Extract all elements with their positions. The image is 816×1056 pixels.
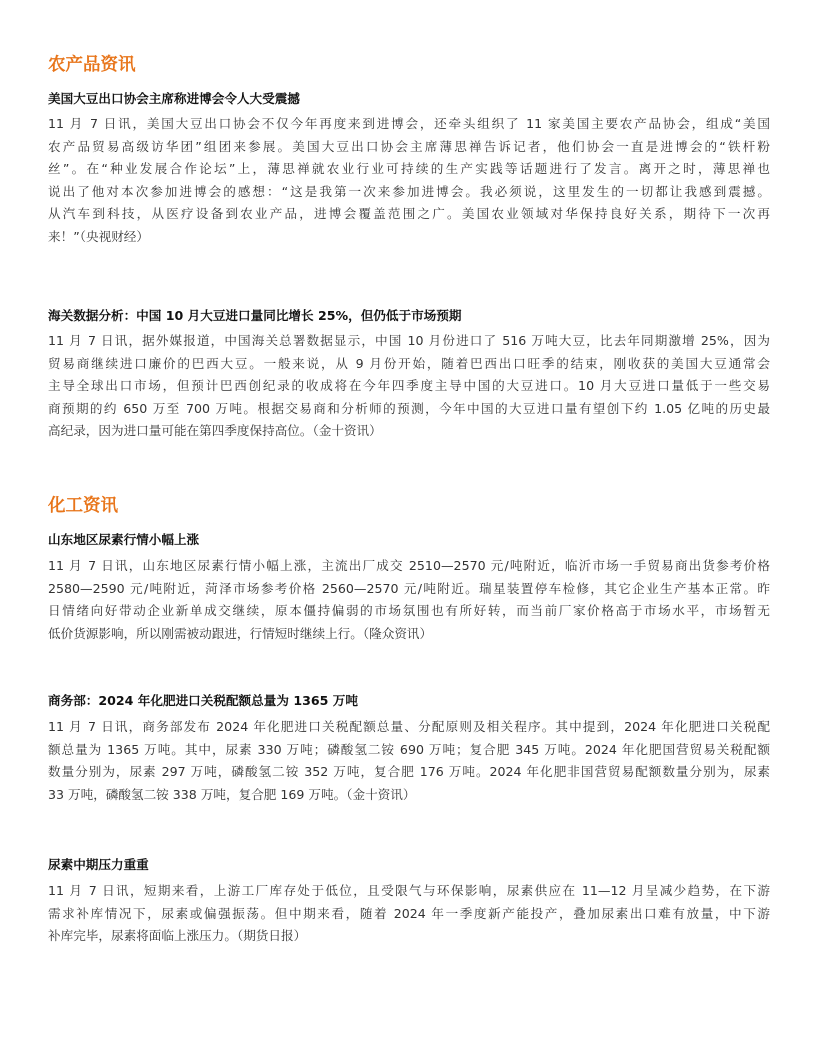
body-line: 11 月 7 日讯，短期来看，上游工厂库存处于低位，且受限气与环保影响，尿素供应在 11—12 月呈减少趋势，在下游 — [48, 883, 770, 898]
section-title-agri: 农产品资讯 — [48, 55, 136, 75]
body-line: 农产品贸易高级访华团”组团来参展。美国大豆出口协会主席薄思禅告诉记者，他们协会一直是进博会的“铁杆粉 — [48, 138, 770, 154]
article-body — [48, 555, 770, 645]
article-body — [48, 716, 770, 806]
body-line: 11 月 7 日讯，据外媒报道，中国海关总署数据显示，中国 10 月份进口了 516 万吨大豆，比去年同期激增 25%，因为 — [48, 333, 770, 348]
body-line: 贸易商继续进口廉价的巴西大豆。一般来说，从 9 月份开始，随着巴西出口旺季的结束，刚收获的美国大豆通常会 — [48, 355, 770, 371]
body-line: 补库完毕，尿素将面临上涨压力。（期货日报） — [48, 928, 307, 944]
body-line: 来！”（央视财经） — [48, 228, 149, 244]
body-line: 低价货源影响，所以刚需被动跟进，行情短时继续上行。（隆众资讯） — [48, 625, 433, 641]
body-line: 额总量为 1365 万吨。其中，尿素 330 万吨；磷酸氢二铵 690 万吨；复合肥 345 万吨。2024 年化肥国营贸易关税配额 — [48, 741, 770, 757]
body-line: 日情绪向好带动企业新单成交继续，原本僵持偏弱的市场氛围也有所好转，而当前厂家价格高于市场水平，市场暂无 — [48, 603, 770, 619]
body-line: 需求补库情况下，尿素或偏强振荡。但中期来看，随着 2024 年一季度新产能投产，叠加尿素出口难有放量，中下游 — [48, 905, 770, 921]
body-line: 商预期的约 650 万至 700 万吨。根据交易商和分析师的预测，今年中国的大豆进口量有望创下约 1.05 亿吨的历史最 — [48, 400, 770, 416]
body-line: 丝”。在“种业发展合作论坛”上，薄思禅就农业行业可持续的生产实践等话题进行了发言。离开之时，薄思禅也 — [48, 161, 770, 177]
body-line: 33 万吨，磷酸氢二铵 338 万吨，复合肥 169 万吨。（金十资讯） — [48, 786, 416, 802]
body-line: 说出了他对本次参加进博会的感想：“这是我第一次来参加进博会。我必须说，这里发生的一切都让我感到震撼。 — [48, 183, 770, 199]
article-body — [48, 113, 770, 249]
body-line: 11 月 7 日讯，商务部发布 2024 年化肥进口关税配额总量、分配原则及相关程序。其中提到，2024 年化肥进口关税配 — [48, 719, 770, 734]
article-body — [48, 330, 770, 443]
article-title: 美国大豆出口协会主席称进博会令人大受震撼 — [48, 91, 300, 106]
body-line: 数量分别为，尿素 297 万吨，磷酸氢二铵 352 万吨，复合肥 176 万吨。2024 年化肥非国营贸易配额数量分别为，尿素 — [48, 764, 770, 780]
body-line: 高纪录，因为进口量可能在第四季度保持高位。（金十资讯） — [48, 423, 382, 439]
article-title: 海关数据分析：中国 10 月大豆进口量同比增长 25%，但仍低于市场预期 — [48, 308, 462, 323]
body-line: 从汽车到科技，从医疗设备到农业产品，进博会覆盖范围之广。美国农业领域对华保持良好关系，期待下一次再 — [48, 206, 770, 222]
article-title: 商务部：2024 年化肥进口关税配额总量为 1365 万吨 — [48, 693, 358, 708]
body-line: 主导全球出口市场，但预计巴西创纪录的收成将在今年四季度主导中国的大豆进口。10 月大豆进口量低于一些交易 — [48, 378, 770, 394]
body-line: 11 月 7 日讯，山东地区尿素行情小幅上涨，主流出厂成交 2510—2570 元/吨附近，临沂市场一手贸易商出货参考价格 — [48, 558, 770, 573]
article-body — [48, 880, 770, 948]
article-title: 山东地区尿素行情小幅上涨 — [48, 532, 200, 547]
article-title: 尿素中期压力重重 — [48, 857, 149, 872]
body-line: 2580—2590 元/吨附近，菏泽市场参考价格 2560—2570 元/吨附近。瑞星装置停车检修，其它企业生产基本正常。昨 — [48, 580, 770, 596]
body-line: 11 月 7 日讯，美国大豆出口协会不仅今年再度来到进博会，还牵头组织了 11 家美国主要农产品协会，组成“美国 — [48, 116, 770, 131]
section-title-chem: 化工资讯 — [48, 496, 118, 516]
